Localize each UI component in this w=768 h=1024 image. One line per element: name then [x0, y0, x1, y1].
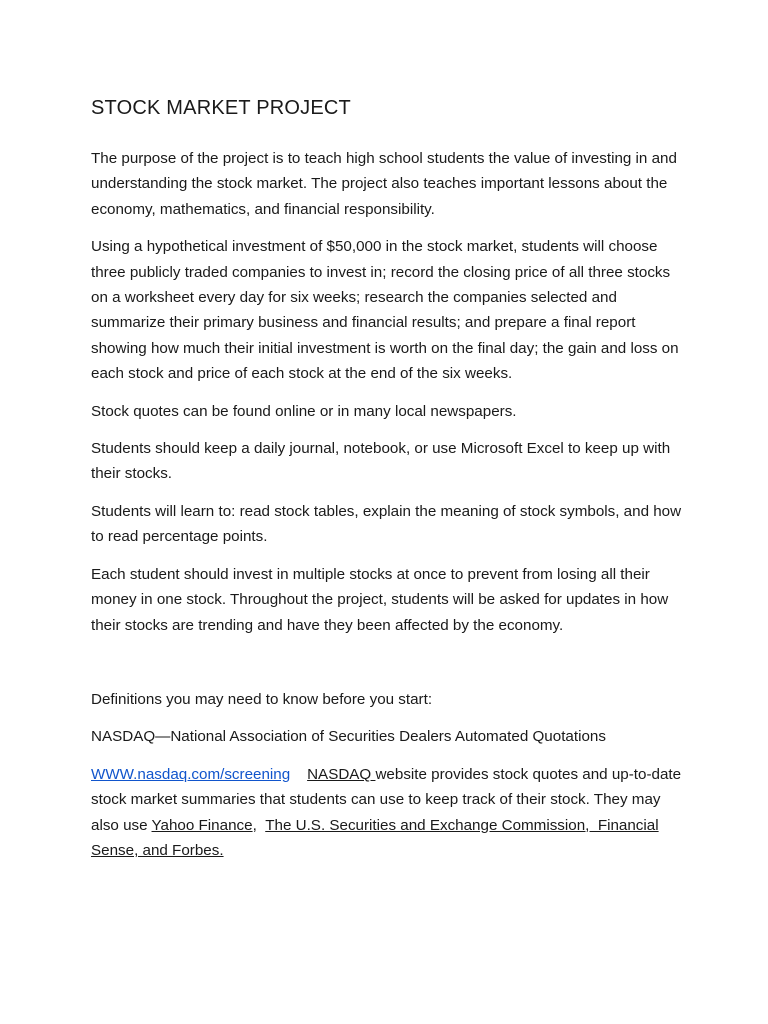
paragraph-quotes: Stock quotes can be found online or in many local newspapers. — [91, 402, 517, 420]
yahoo-finance-link[interactable]: Yahoo Finance — [151, 816, 253, 834]
definitions-intro: Definitions you may need to know before you start: — [91, 690, 433, 708]
nasdaq-screening-link[interactable]: WWW.nasdaq.com/screening — [91, 765, 291, 783]
paragraph-diversify: Each student should invest in multiple stocks at once to prevent from losing all their money in one stock. Throughout the project, students will be asked for updates in how their stocks are trending and have they been affected by the economy. — [91, 565, 669, 634]
blank-line — [91, 650, 682, 687]
resources-separator: , — [252, 816, 266, 834]
paragraph-journal: Students should keep a daily journal, notebook, or use Microsoft Excel to keep up with their stocks. — [91, 440, 671, 483]
resources-text: website provides stock quotes and up-to-date stock market summaries that students can use to keep track of their stock. They may also use — [91, 765, 682, 834]
resources-paragraph — [91, 762, 682, 864]
link-gap — [290, 766, 307, 783]
document-title: STOCK MARKET PROJECT — [91, 97, 351, 119]
paragraph-learn: Students will learn to: read stock tables, explain the meaning of stock symbols, and how to read percentage points. — [91, 502, 682, 546]
sec-financial-sense-forbes-link[interactable]: The U.S. Securities and Exchange Commission, Financial Sense, and Forbes. — [91, 816, 659, 859]
nasdaq-website-link[interactable]: NASDAQ — [307, 765, 376, 783]
paragraph-investment: Using a hypothetical investment of $50,000 in the stock market, students will choose three publicly traded companies to invest in; record the closing price of all three stocks on a worksheet every day for six weeks; research the companies selected and summarize their primary business and financial results; and prepare a final report showing how much their initial investment is worth on the final day; the gain and loss on each stock and price of each stock at the end of the six weeks. — [91, 238, 679, 383]
nasdaq-definition: NASDAQ—National Association of Securities Dealers Automated Quotations — [91, 728, 606, 746]
paragraph-purpose: The purpose of the project is to teach high school students the value of investing in and understanding the stock market. The project also teaches important lessons about the economy, mathematics, and financial responsibility. — [91, 150, 677, 218]
